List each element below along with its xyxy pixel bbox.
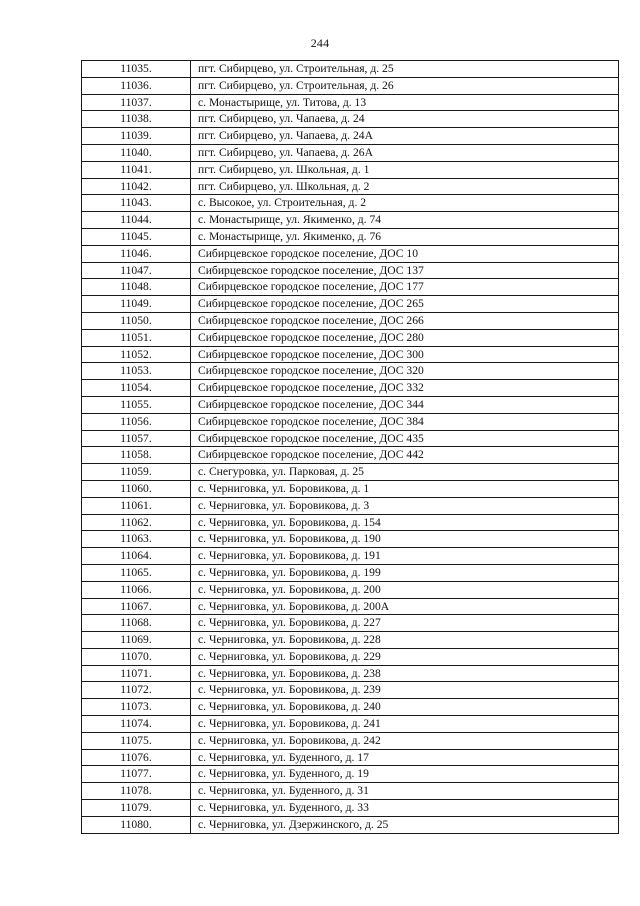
table-row [82, 665, 619, 682]
address-cell: Сибирцевское городское поселение, ДОС 332 [191, 380, 619, 397]
row-number-cell: 11056. [82, 413, 191, 430]
row-number-cell: 11075. [82, 732, 191, 749]
address-cell: с. Черниговка, ул. Боровикова, д. 228 [191, 632, 619, 649]
page-number: 244 [310, 36, 330, 50]
table-row [82, 581, 619, 598]
table-row [82, 531, 619, 548]
address-cell: с. Черниговка, ул. Боровикова, д. 227 [191, 615, 619, 632]
address-table-body [82, 61, 619, 834]
row-number-cell: 11055. [82, 396, 191, 413]
address-cell: с. Черниговка, ул. Буденного, д. 33 [191, 800, 619, 817]
row-number-cell: 11042. [82, 178, 191, 195]
table-row [82, 329, 619, 346]
table-row [82, 346, 619, 363]
row-number-cell: 11080. [82, 816, 191, 833]
address-cell: с. Черниговка, ул. Боровикова, д. 200А [191, 598, 619, 615]
table-row [82, 245, 619, 262]
table-row [82, 615, 619, 632]
row-number-cell: 11038. [82, 111, 191, 128]
table-row [82, 77, 619, 94]
table-row [82, 514, 619, 531]
row-number-cell: 11049. [82, 296, 191, 313]
address-cell: с. Черниговка, ул. Боровикова, д. 1 [191, 480, 619, 497]
address-cell: Сибирцевское городское поселение, ДОС 137 [191, 262, 619, 279]
table-row [82, 296, 619, 313]
address-cell: с. Черниговка, ул. Боровикова, д. 238 [191, 665, 619, 682]
row-number-cell: 11043. [82, 195, 191, 212]
table-row [82, 497, 619, 514]
table-row [82, 732, 619, 749]
table-row [82, 682, 619, 699]
table-row [82, 564, 619, 581]
address-cell: с. Черниговка, ул. Боровикова, д. 154 [191, 514, 619, 531]
row-number-cell: 11054. [82, 380, 191, 397]
row-number-cell: 11046. [82, 245, 191, 262]
row-number-cell: 11060. [82, 480, 191, 497]
table-row [82, 61, 619, 78]
address-cell: Сибирцевское городское поселение, ДОС 320 [191, 363, 619, 380]
row-number-cell: 11063. [82, 531, 191, 548]
row-number-cell: 11036. [82, 77, 191, 94]
address-cell: с. Монастырище, ул. Якименко, д. 74 [191, 212, 619, 229]
row-number-cell: 11037. [82, 94, 191, 111]
address-cell: Сибирцевское городское поселение, ДОС 442 [191, 447, 619, 464]
table-row [82, 380, 619, 397]
row-number-cell: 11076. [82, 749, 191, 766]
row-number-cell: 11065. [82, 564, 191, 581]
address-cell: с. Черниговка, ул. Боровикова, д. 3 [191, 497, 619, 514]
table-row [82, 144, 619, 161]
table-row [82, 262, 619, 279]
row-number-cell: 11071. [82, 665, 191, 682]
row-number-cell: 11048. [82, 279, 191, 296]
address-cell: с. Снегуровка, ул. Парковая, д. 25 [191, 464, 619, 481]
table-row [82, 716, 619, 733]
row-number-cell: 11061. [82, 497, 191, 514]
row-number-cell: 11047. [82, 262, 191, 279]
row-number-cell: 11040. [82, 144, 191, 161]
address-cell: с. Черниговка, ул. Боровикова, д. 240 [191, 699, 619, 716]
address-cell: с. Черниговка, ул. Боровикова, д. 239 [191, 682, 619, 699]
table-row [82, 632, 619, 649]
address-cell: с. Черниговка, ул. Боровикова, д. 191 [191, 548, 619, 565]
table-row [82, 128, 619, 145]
table-row [82, 749, 619, 766]
row-number-cell: 11067. [82, 598, 191, 615]
table-row [82, 800, 619, 817]
address-cell: Сибирцевское городское поселение, ДОС 266 [191, 312, 619, 329]
table-row [82, 816, 619, 833]
table-row [82, 413, 619, 430]
address-cell: Сибирцевское городское поселение, ДОС 265 [191, 296, 619, 313]
row-number-cell: 11074. [82, 716, 191, 733]
row-number-cell: 11070. [82, 648, 191, 665]
row-number-cell: 11045. [82, 228, 191, 245]
row-number-cell: 11066. [82, 581, 191, 598]
row-number-cell: 11069. [82, 632, 191, 649]
table-row [82, 178, 619, 195]
row-number-cell: 11039. [82, 128, 191, 145]
table-row [82, 598, 619, 615]
row-number-cell: 11073. [82, 699, 191, 716]
row-number-cell: 11072. [82, 682, 191, 699]
table-row [82, 766, 619, 783]
table-row [82, 699, 619, 716]
row-number-cell: 11078. [82, 783, 191, 800]
address-cell: пгт. Сибирцево, ул. Чапаева, д. 24 [191, 111, 619, 128]
table-row [82, 396, 619, 413]
address-cell: пгт. Сибирцево, ул. Строительная, д. 25 [191, 61, 619, 78]
address-cell: пгт. Сибирцево, ул. Строительная, д. 26 [191, 77, 619, 94]
row-number-cell: 11057. [82, 430, 191, 447]
address-cell: с. Черниговка, ул. Буденного, д. 19 [191, 766, 619, 783]
address-cell: с. Монастырище, ул. Титова, д. 13 [191, 94, 619, 111]
address-cell: Сибирцевское городское поселение, ДОС 384 [191, 413, 619, 430]
table-row [82, 480, 619, 497]
address-cell: с. Черниговка, ул. Боровикова, д. 242 [191, 732, 619, 749]
row-number-cell: 11068. [82, 615, 191, 632]
address-cell: с. Черниговка, ул. Боровикова, д. 199 [191, 564, 619, 581]
address-cell: с. Черниговка, ул. Буденного, д. 17 [191, 749, 619, 766]
table-row [82, 228, 619, 245]
address-cell: с. Черниговка, ул. Дзержинского, д. 25 [191, 816, 619, 833]
address-cell: с. Высокое, ул. Строительная, д. 2 [191, 195, 619, 212]
table-row [82, 312, 619, 329]
address-cell: Сибирцевское городское поселение, ДОС 435 [191, 430, 619, 447]
address-cell: пгт. Сибирцево, ул. Чапаева, д. 24А [191, 128, 619, 145]
row-number-cell: 11050. [82, 312, 191, 329]
table-row [82, 783, 619, 800]
row-number-cell: 11052. [82, 346, 191, 363]
address-cell: с. Черниговка, ул. Буденного, д. 31 [191, 783, 619, 800]
table-row [82, 464, 619, 481]
row-number-cell: 11053. [82, 363, 191, 380]
address-cell: Сибирцевское городское поселение, ДОС 10 [191, 245, 619, 262]
row-number-cell: 11041. [82, 161, 191, 178]
table-row [82, 363, 619, 380]
table-row [82, 430, 619, 447]
row-number-cell: 11064. [82, 548, 191, 565]
table-row [82, 111, 619, 128]
address-cell: Сибирцевское городское поселение, ДОС 300 [191, 346, 619, 363]
row-number-cell: 11059. [82, 464, 191, 481]
address-cell: с. Черниговка, ул. Боровикова, д. 229 [191, 648, 619, 665]
row-number-cell: 11058. [82, 447, 191, 464]
table-row [82, 161, 619, 178]
address-cell: с. Монастырище, ул. Якименко, д. 76 [191, 228, 619, 245]
address-cell: Сибирцевское городское поселение, ДОС 344 [191, 396, 619, 413]
row-number-cell: 11062. [82, 514, 191, 531]
address-cell: Сибирцевское городское поселение, ДОС 177 [191, 279, 619, 296]
table-row [82, 548, 619, 565]
table-row [82, 648, 619, 665]
address-cell: Сибирцевское городское поселение, ДОС 280 [191, 329, 619, 346]
address-cell: с. Черниговка, ул. Боровикова, д. 241 [191, 716, 619, 733]
table-row [82, 195, 619, 212]
table-row [82, 447, 619, 464]
address-cell: с. Черниговка, ул. Боровикова, д. 190 [191, 531, 619, 548]
address-cell: пгт. Сибирцево, ул. Школьная, д. 1 [191, 161, 619, 178]
row-number-cell: 11079. [82, 800, 191, 817]
table-row [82, 212, 619, 229]
table-row [82, 94, 619, 111]
row-number-cell: 11044. [82, 212, 191, 229]
address-cell: пгт. Сибирцево, ул. Чапаева, д. 26А [191, 144, 619, 161]
address-cell: с. Черниговка, ул. Боровикова, д. 200 [191, 581, 619, 598]
table-row [82, 279, 619, 296]
row-number-cell: 11035. [82, 61, 191, 78]
address-table [81, 60, 619, 834]
address-cell: пгт. Сибирцево, ул. Школьная, д. 2 [191, 178, 619, 195]
row-number-cell: 11077. [82, 766, 191, 783]
row-number-cell: 11051. [82, 329, 191, 346]
